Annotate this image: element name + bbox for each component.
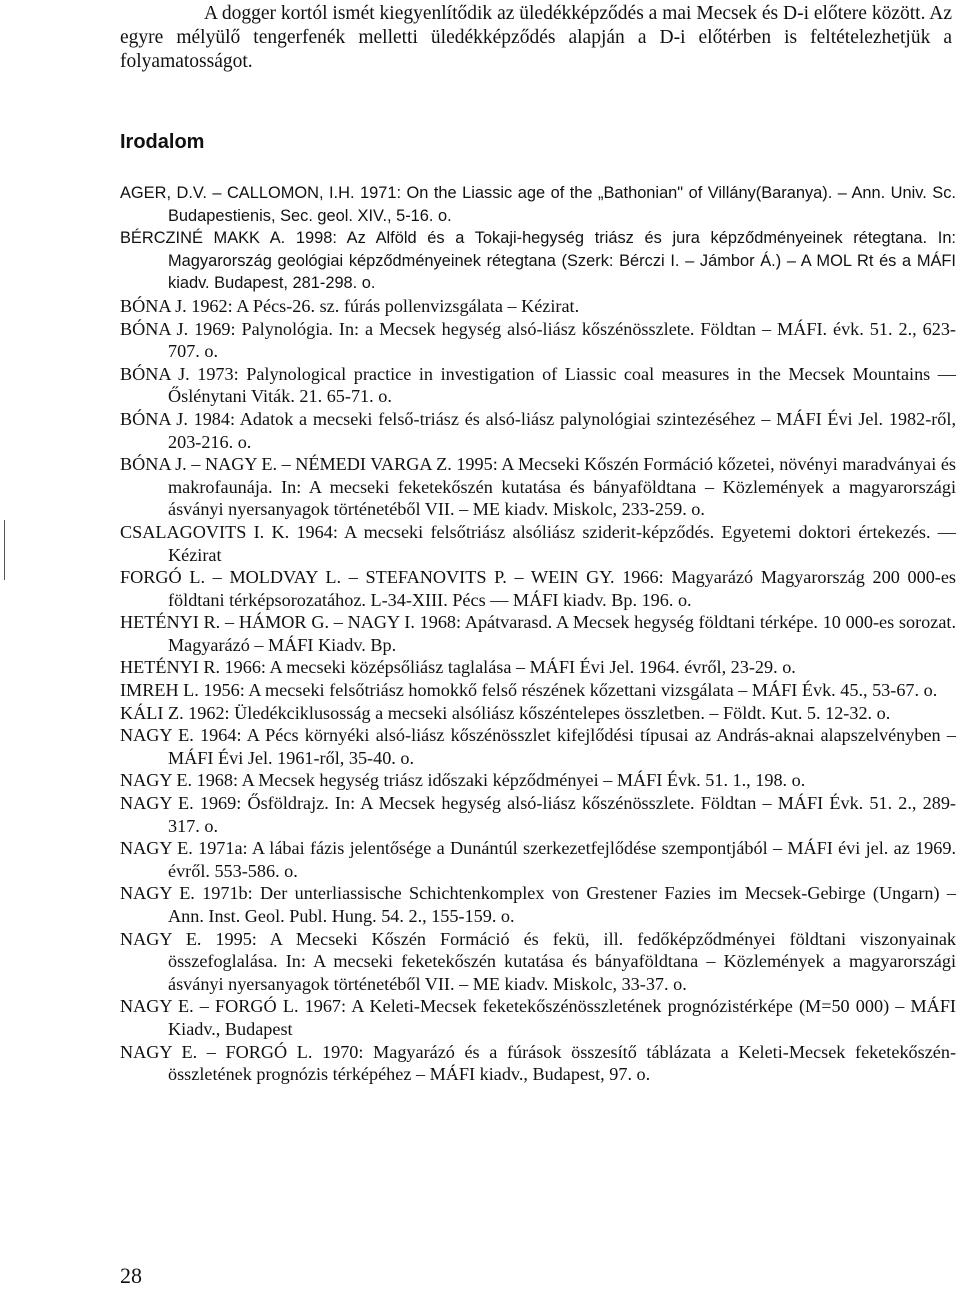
reference-item: CSALAGOVITS I. K. 1964: A mecseki felsőtriász alsóliász sziderit-képződés. Egyetemi doktori értekezés. — Kézirat (120, 521, 956, 565)
reference-item: NAGY E. 1971a: A lábai fázis jelentősége a Dunántúl szerkezetfejlődése szempontjából – MÁFI évi jel. az 1969. évről. 553-586. o. (120, 838, 956, 881)
reference-item: IMREH L. 1956: A mecseki felsőtriász homokkő felső részének kőzettani vizsgálata – MÁFI Évk. 45., 53-67. o. (120, 680, 938, 701)
reference-item: NAGY E. – FORGÓ L. 1967: A Keleti-Mecsek feketekőszénösszletének prognózistérképe (M=50 000) – MÁFI Kiadv., Budapest (120, 996, 956, 1039)
reference-item: NAGY E. – FORGÓ L. 1970: Magyarázó és a fúrások összesítő táblázata a Keleti-Mecsek feketekőszén-összletének prognózis térképéhez – MÁFI kiadv., Budapest, 97. o. (120, 1041, 956, 1085)
reference-item: FORGÓ L. – MOLDVAY L. – STEFANOVITS P. – WEIN GY. 1966: Magyarázó Magyarország 200 000-es földtani térképsorozatához. L-34-XIII. Pécs — MÁFI kiadv. Bp. 196. o. (120, 567, 956, 610)
page-number: 28 (120, 1263, 142, 1288)
reference-item: NAGY E. 1971b: Der unterliassische Schichtenkomplex von Grestener Fazies im Mecsek-Gebirge (Ungarn) – Ann. Inst. Geol. Publ. Hung. 54. 2., 155-159. o. (120, 883, 956, 926)
reference-item: BÓNA J. 1984: Adatok a mecseki felső-triász és alsó-liász palynológiai szintezéséhez – MÁFI Évi Jel. 1982-ről, 203-216. o. (120, 408, 956, 452)
reference-item: HETÉNYI R. – HÁMOR G. – NAGY I. 1968: Apátvarasd. A Mecsek hegység földtani térképe. 10 000-es sorozat. Magyarázó – MÁFI Kiadv. Bp. (120, 612, 956, 655)
reference-item: BÓNA J. 1973: Palynological practice in investigation of Liassic coal measures in the Mecsek Mountains — Őslénytani Viták. 21. 65-71. o. (120, 363, 956, 407)
reference-item: NAGY E. 1964: A Pécs környéki alsó-liász kőszénösszlet kifejlődési típusai az András-aknai alapszelvényben – MÁFI Évi Jel. 1961-ről, 35-40. o. (120, 725, 956, 768)
reference-item: BÓNA J. – NAGY E. – NÉMEDI VARGA Z. 1995: A Mecseki Kőszén Formáció kőzetei, növényi maradványai és makrofaunája. In: A mecseki feketekőszén kutatása és bányaföldtana – Közlemények a magyarországi ásványi nyersanyagok történetéből VII. – ME kiadv. Miskolc, 233-259. o. (120, 454, 956, 520)
margin-scan-mark (4, 520, 5, 580)
reference-item: BÓNA J. 1962: A Pécs-26. sz. fúrás pollenvizsgálata – Kézirat. (120, 295, 580, 316)
reference-list (120, 182, 956, 1086)
section-heading: Irodalom (120, 131, 205, 153)
intro-paragraph: A dogger kortól ismét kiegyenlítődik az üledékképződés a mai Mecsek és D-i előtere között. Az egyre mélyülő tengerfenék melletti üledékképződés alapján a D-i előtérben is feltételezhetjük a folyamatosságot. (120, 3, 952, 72)
reference-item: NAGY E. 1968: A Mecsek hegység triász időszaki képződményei – MÁFI Évk. 51. 1., 198. o. (120, 770, 806, 791)
reference-item: BÓNA J. 1969: Palynológia. In: a Mecsek hegység alsó-liász kőszénösszlete. Földtan – MÁFI. évk. 51. 2., 623-707. o. (120, 318, 956, 362)
reference-item: AGER, D.V. – CALLOMON, I.H. 1971: On the Liassic age of the „Bathonian" of Villány(Baranya). – Ann. Univ. Sc. Budapestienis, Sec. geol. XIV., 5-16. o. (120, 184, 956, 225)
reference-item: NAGY E. 1995: A Mecseki Kőszén Formáció és fekü, ill. fedőképződményei földtani viszonyainak összefoglalása. In: A mecseki feketekőszén kutatása és bányaföldtana – Közlemények a magyarországi ásványi nyersanyagok történetéből VII. – ME kiadv. Miskolc, 33-37. o. (120, 928, 956, 994)
reference-item: KÁLI Z. 1962: Üledékciklusosság a mecseki alsóliász kőszéntelepes összletben. – Földt. Kut. 5. 12-32. o. (120, 702, 891, 723)
reference-item: BÉRCZINÉ MAKK A. 1998: Az Alföld és a Tokaji-hegység triász és jura képződményeinek rétegtana. In: Magyarország geológiai képződményeinek rétegtana (Szerk: Bérczi I. – Jámbor Á.) – A MOL Rt és a MÁFI kiadv. Budapest, 281-298. o. (120, 229, 956, 293)
reference-item: HETÉNYI R. 1966: A mecseki középsőliász taglalása – MÁFI Évi Jel. 1964. évről, 23-29. o. (120, 657, 796, 678)
reference-item: NAGY E. 1969: Ősföldrajz. In: A Mecsek hegység alsó-liász kőszénösszlete. Földtan – MÁFI Évk. 51. 2., 289-317. o. (120, 793, 956, 836)
